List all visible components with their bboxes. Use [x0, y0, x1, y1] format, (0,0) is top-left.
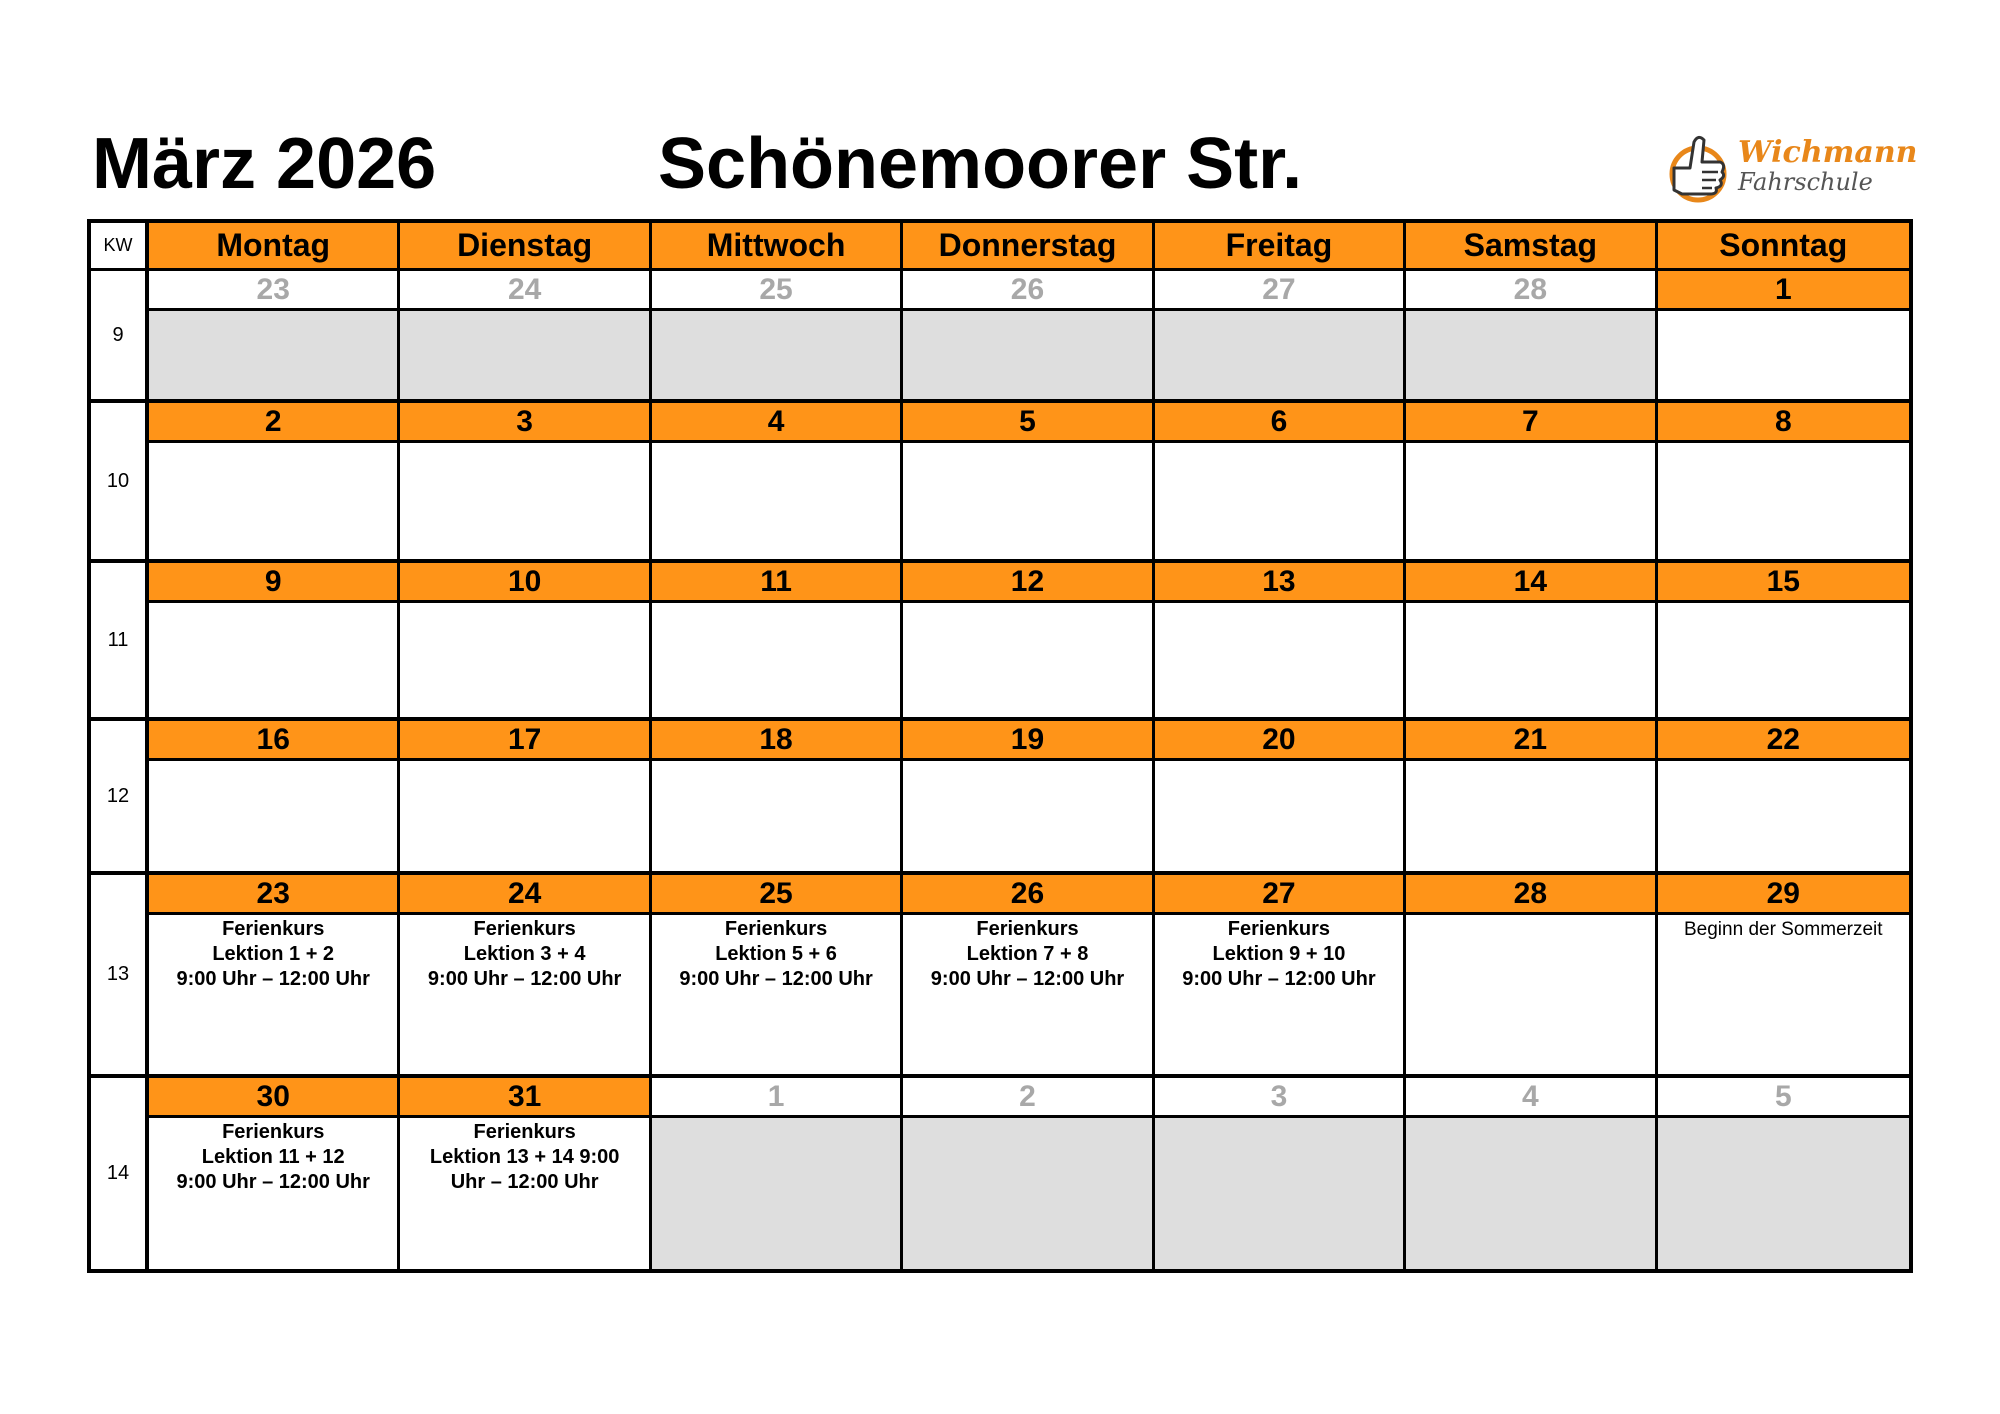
day-cell[interactable] [1406, 1118, 1657, 1269]
day-cell[interactable] [903, 603, 1154, 721]
day-number: 20 [1155, 721, 1406, 761]
day-cell[interactable] [149, 915, 400, 1078]
day-number: 31 [400, 1078, 651, 1118]
week-number: 11 [91, 563, 149, 721]
day-number: 11 [652, 563, 903, 603]
day-number: 24 [400, 271, 651, 311]
day-number: 14 [1406, 563, 1657, 603]
day-cell[interactable] [1155, 1118, 1406, 1269]
day-number: 6 [1155, 403, 1406, 443]
day-cell[interactable] [903, 761, 1154, 875]
day-cell[interactable] [149, 311, 400, 403]
event-text: Ferienkurs Lektion 7 + 8 9:00 Uhr – 12:00 Uhr [930, 918, 1125, 990]
day-number: 4 [652, 403, 903, 443]
event-text: Ferienkurs Lektion 11 + 12 9:00 Uhr – 12:00 Uhr [176, 1121, 370, 1193]
day-number: 23 [149, 875, 400, 915]
logo-name: Wichmann [1738, 135, 1918, 170]
event-text: Ferienkurs Lektion 13 + 14 9:00 Uhr – 12:00 Uhr [429, 1121, 620, 1193]
weekday-header: Samstag [1406, 223, 1657, 271]
day-number: 29 [1658, 875, 1909, 915]
day-number: 21 [1406, 721, 1657, 761]
day-cell[interactable] [1406, 761, 1657, 875]
week-number: 12 [91, 721, 149, 875]
weekday-header: Freitag [1155, 223, 1406, 271]
event-text: Ferienkurs Lektion 1 + 2 9:00 Uhr – 12:00 Uhr [176, 918, 370, 990]
week-number: 9 [91, 271, 149, 403]
day-cell[interactable] [903, 443, 1154, 563]
day-number: 26 [903, 875, 1154, 915]
day-cell[interactable] [652, 915, 903, 1078]
day-cell[interactable] [149, 603, 400, 721]
month-title: März 2026 [92, 124, 437, 204]
day-number: 23 [149, 271, 400, 311]
day-number: 5 [903, 403, 1154, 443]
calendar-grid [87, 219, 1913, 1273]
location-title: Schönemoorer Str. [658, 124, 1303, 204]
week-number: 14 [91, 1078, 149, 1269]
logo-subtitle: Fahrschule [1738, 168, 1873, 196]
weekday-header: Dienstag [400, 223, 651, 271]
day-number: 28 [1406, 271, 1657, 311]
day-cell[interactable] [400, 1118, 651, 1269]
day-cell[interactable] [1658, 443, 1909, 563]
day-cell[interactable] [1658, 915, 1909, 1078]
weekday-header: Sonntag [1658, 223, 1909, 271]
day-number: 7 [1406, 403, 1657, 443]
event-text: Ferienkurs Lektion 5 + 6 9:00 Uhr – 12:00 Uhr [679, 918, 873, 990]
day-number: 13 [1155, 563, 1406, 603]
day-number: 1 [1658, 271, 1909, 311]
day-cell[interactable] [1658, 1118, 1909, 1269]
day-cell[interactable] [1155, 761, 1406, 875]
school-logo [1658, 128, 1918, 208]
day-number: 12 [903, 563, 1154, 603]
day-cell[interactable] [1406, 443, 1657, 563]
day-number: 27 [1155, 271, 1406, 311]
week-number: 13 [91, 875, 149, 1078]
day-number: 8 [1658, 403, 1909, 443]
day-cell[interactable] [1155, 915, 1406, 1078]
week-number: 10 [91, 403, 149, 563]
day-number: 15 [1658, 563, 1909, 603]
kw-header: KW [91, 223, 149, 271]
day-number: 1 [652, 1078, 903, 1118]
day-cell[interactable] [652, 311, 903, 403]
day-cell[interactable] [1406, 915, 1657, 1078]
day-cell[interactable] [652, 1118, 903, 1269]
day-cell[interactable] [149, 1118, 400, 1269]
day-cell[interactable] [400, 603, 651, 721]
day-cell[interactable] [652, 603, 903, 721]
weekday-header: Mittwoch [652, 223, 903, 271]
day-cell[interactable] [1155, 311, 1406, 403]
day-number: 19 [903, 721, 1154, 761]
day-cell[interactable] [1406, 311, 1657, 403]
day-note: Beginn der Sommerzeit [1684, 919, 1883, 940]
day-cell[interactable] [1155, 443, 1406, 563]
day-number: 25 [652, 875, 903, 915]
day-cell[interactable] [1658, 603, 1909, 721]
day-number: 30 [149, 1078, 400, 1118]
day-number: 28 [1406, 875, 1657, 915]
day-number: 22 [1658, 721, 1909, 761]
weekday-header: Montag [149, 223, 400, 271]
weekday-header: Donnerstag [903, 223, 1154, 271]
day-number: 25 [652, 271, 903, 311]
day-number: 2 [149, 403, 400, 443]
day-cell[interactable] [400, 443, 651, 563]
day-cell[interactable] [652, 761, 903, 875]
day-cell[interactable] [400, 915, 651, 1078]
day-cell[interactable] [1658, 311, 1909, 403]
day-number: 10 [400, 563, 651, 603]
day-cell[interactable] [1406, 603, 1657, 721]
day-number: 3 [1155, 1078, 1406, 1118]
day-number: 5 [1658, 1078, 1909, 1118]
day-number: 4 [1406, 1078, 1657, 1118]
day-number: 2 [903, 1078, 1154, 1118]
day-cell[interactable] [903, 1118, 1154, 1269]
day-cell[interactable] [400, 761, 651, 875]
day-number: 27 [1155, 875, 1406, 915]
event-text: Ferienkurs Lektion 3 + 4 9:00 Uhr – 12:00 Uhr [427, 918, 622, 990]
day-cell[interactable] [400, 311, 651, 403]
day-cell[interactable] [903, 311, 1154, 403]
day-cell[interactable] [1658, 761, 1909, 875]
day-cell[interactable] [149, 761, 400, 875]
day-cell[interactable] [149, 443, 400, 563]
event-text: Ferienkurs Lektion 9 + 10 9:00 Uhr – 12:00 Uhr [1182, 918, 1376, 990]
day-number: 3 [400, 403, 651, 443]
day-number: 16 [149, 721, 400, 761]
day-cell[interactable] [1155, 603, 1406, 721]
day-number: 26 [903, 271, 1154, 311]
day-cell[interactable] [652, 443, 903, 563]
day-number: 9 [149, 563, 400, 603]
day-cell[interactable] [903, 915, 1154, 1078]
day-number: 17 [400, 721, 651, 761]
day-number: 24 [400, 875, 651, 915]
day-number: 18 [652, 721, 903, 761]
thumbs-up-icon [1660, 128, 1732, 208]
